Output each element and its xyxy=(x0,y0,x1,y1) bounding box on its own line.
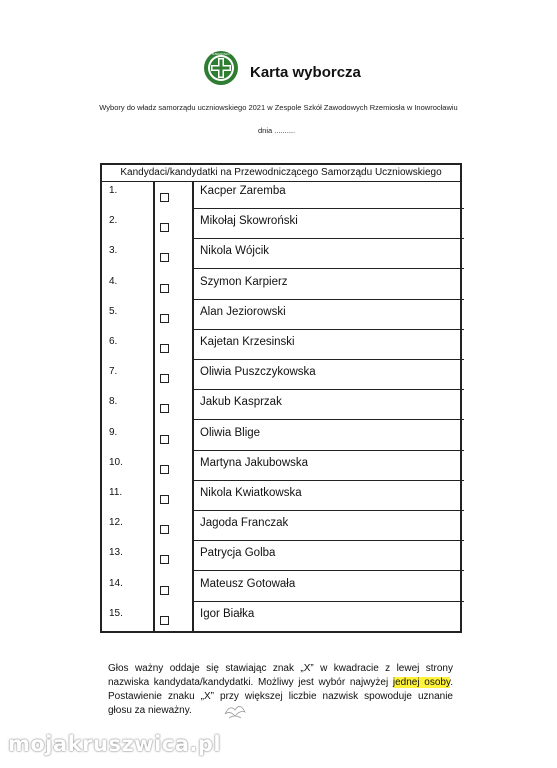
candidate-name: Martyna Jakubowska xyxy=(200,456,309,469)
page-title: Karta wyborcza xyxy=(250,64,361,81)
candidate-name: Igor Białka xyxy=(200,607,255,620)
candidate-number: 12. xyxy=(109,517,123,529)
candidate-name: Kajetan Krzesinski xyxy=(200,336,295,348)
logo-text: RZEMIOSŁO xyxy=(212,52,230,56)
candidate-name: Jagoda Franczak xyxy=(200,517,289,530)
candidate-row xyxy=(102,453,460,483)
ballot-heading: Kandydaci/kandydatki na Przewodniczącego Samorządu Uczniowskiego xyxy=(102,165,460,182)
candidate-row xyxy=(102,483,460,513)
candidate-name-cell xyxy=(193,181,464,209)
candidate-row xyxy=(102,241,460,271)
vote-checkbox[interactable] xyxy=(160,465,169,474)
candidate-row xyxy=(102,362,460,392)
vote-checkbox[interactable] xyxy=(160,525,169,534)
date-line: dnia .......... xyxy=(258,126,296,135)
vote-checkbox[interactable] xyxy=(160,314,169,323)
candidate-row xyxy=(102,574,460,604)
site-watermark: mojakruszwica.pl xyxy=(8,732,222,756)
school-logo xyxy=(203,50,239,86)
candidate-name-cell xyxy=(193,241,464,269)
instructions-line-1: Głos ważny oddaje się stawiając znak „X” w kwadracie z lewej strony nazwiska kandydata/kandydatki. xyxy=(108,663,453,688)
candidate-name: Nikola Kwiatkowska xyxy=(200,487,302,499)
vote-checkbox[interactable] xyxy=(160,435,169,444)
candidate-number: 4. xyxy=(109,275,118,287)
candidate-number: 9. xyxy=(109,426,118,438)
vote-checkbox[interactable] xyxy=(160,404,169,413)
candidate-name: Oliwia Blige xyxy=(200,426,261,439)
candidate-name: Nikola Wójcik xyxy=(200,245,270,258)
candidate-number: 3. xyxy=(109,245,118,257)
vote-checkbox[interactable] xyxy=(160,193,169,202)
candidate-row xyxy=(102,392,460,422)
instructions xyxy=(108,662,453,718)
candidate-number: 11. xyxy=(109,487,123,498)
candidate-number: 5. xyxy=(109,305,118,317)
highlighted-phrase: jednej osoby xyxy=(392,677,451,688)
candidate-name: Mateusz Gotowała xyxy=(200,577,296,590)
candidate-row xyxy=(102,272,460,302)
candidate-name-cell xyxy=(193,604,464,632)
candidate-name-cell xyxy=(193,211,464,239)
candidate-number: 7. xyxy=(109,366,118,378)
vote-checkbox[interactable] xyxy=(160,223,169,232)
candidate-number: 2. xyxy=(109,215,118,227)
candidate-number: 13. xyxy=(109,547,123,559)
vote-checkbox[interactable] xyxy=(160,586,169,595)
candidate-number: 15. xyxy=(109,607,123,619)
candidate-name: Jakub Kasprzak xyxy=(200,396,282,409)
candidate-name-cell xyxy=(193,483,464,511)
candidate-number: 14. xyxy=(109,577,123,589)
vote-checkbox[interactable] xyxy=(160,555,169,564)
vote-checkbox[interactable] xyxy=(160,253,169,262)
instructions-line-2-before: Możliwy jest wybór najwyżej xyxy=(258,677,393,688)
candidate-name-cell xyxy=(193,543,464,571)
instructions-line-2-after: . Postawienie znaku „X” przy większej liczbie nazwisk spowoduje uznanie głosu za nieważny. xyxy=(108,677,453,716)
watermark-emblem-icon xyxy=(222,698,248,724)
vote-checkbox[interactable] xyxy=(160,344,169,353)
candidate-name-cell xyxy=(193,513,464,541)
vote-checkbox[interactable] xyxy=(160,616,169,625)
candidate-row xyxy=(102,604,460,634)
candidate-name-cell xyxy=(193,332,464,360)
ballot-table xyxy=(100,163,462,633)
candidate-row xyxy=(102,302,460,332)
candidate-number: 10. xyxy=(109,456,123,468)
vote-checkbox[interactable] xyxy=(160,374,169,383)
candidate-row xyxy=(102,211,460,241)
candidate-row xyxy=(102,543,460,573)
candidate-name-cell xyxy=(193,362,464,390)
candidate-number: 8. xyxy=(109,396,118,408)
candidate-row xyxy=(102,181,460,211)
candidate-row xyxy=(102,423,460,453)
candidate-name: Mikołaj Skowroński xyxy=(200,215,298,228)
candidate-name: Patrycja Golba xyxy=(200,547,276,560)
vote-checkbox[interactable] xyxy=(160,284,169,293)
candidate-name-cell xyxy=(193,392,464,420)
candidate-name-cell xyxy=(193,302,464,330)
candidate-number: 6. xyxy=(109,336,118,347)
election-subtitle: Wybory do władz samorządu uczniowskiego 2021 w Zespole Szkół Zawodowych Rzemiosła w Inowrocławiu xyxy=(99,103,458,112)
candidate-row xyxy=(102,332,460,362)
vote-checkbox[interactable] xyxy=(160,495,169,504)
candidate-name: Alan Jeziorowski xyxy=(200,305,286,318)
candidate-name: Oliwia Puszczykowska xyxy=(200,366,316,379)
candidate-name-cell xyxy=(193,423,464,451)
candidate-row xyxy=(102,513,460,543)
candidate-name-cell xyxy=(193,272,464,300)
candidate-name-cell xyxy=(193,453,464,481)
candidate-number: 1. xyxy=(109,185,118,196)
candidate-name: Kacper Zaremba xyxy=(200,185,286,197)
candidate-name-cell xyxy=(193,574,464,602)
candidate-name: Szymon Karpierz xyxy=(200,275,288,288)
